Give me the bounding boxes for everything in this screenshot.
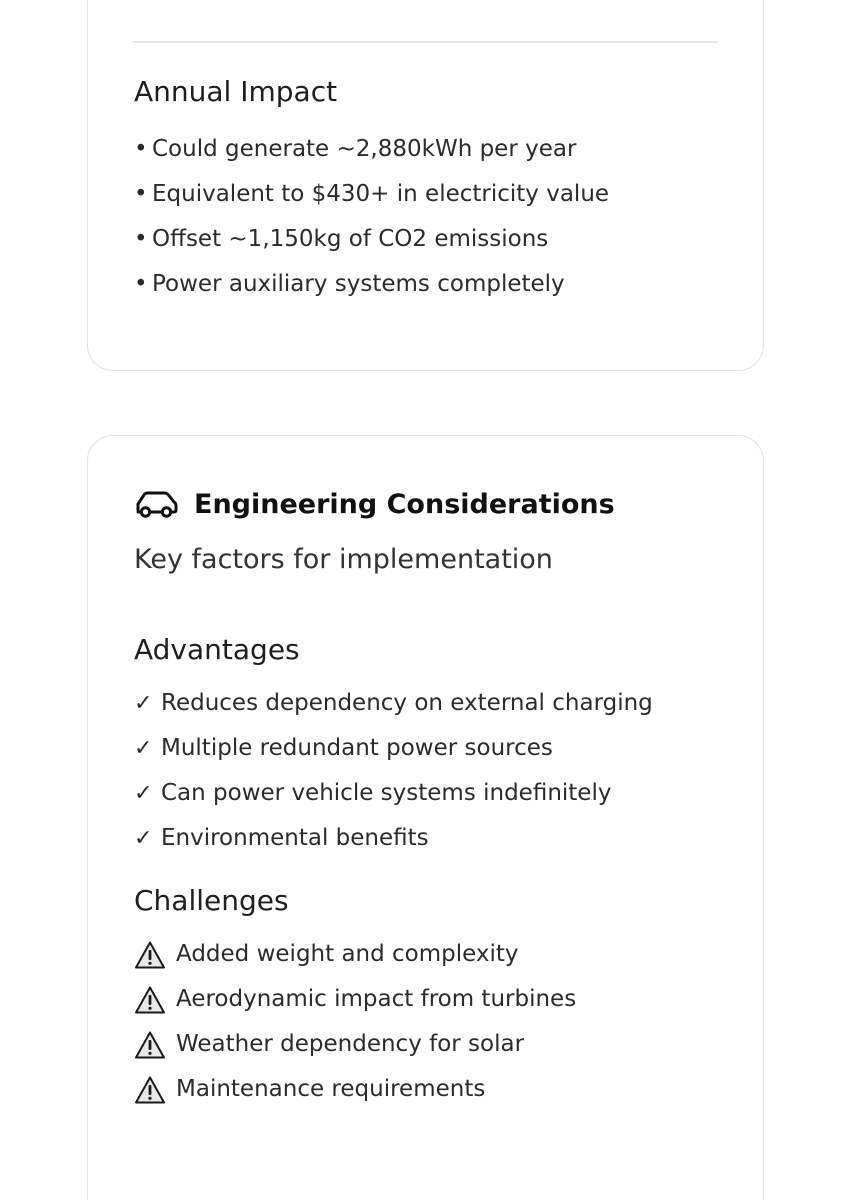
- check-mark-icon: ✓: [134, 826, 153, 851]
- list-item: [134, 172, 609, 217]
- bullet: •: [134, 136, 148, 162]
- list-item-text: Maintenance requirements: [176, 1076, 486, 1102]
- advantages-heading: Advantages: [134, 633, 300, 666]
- advantages-list: [134, 681, 653, 861]
- challenges-list: [134, 932, 576, 1112]
- list-item-text: Can power vehicle systems indefinitely: [161, 780, 612, 806]
- bullet: •: [134, 271, 148, 297]
- list-item: [134, 1022, 576, 1067]
- warning-icon: [134, 985, 166, 1015]
- list-item-text: Multiple redundant power sources: [161, 735, 553, 761]
- warning-icon: [134, 940, 166, 970]
- annual-impact-card: [87, 0, 764, 371]
- bullet: •: [134, 181, 148, 207]
- list-item: [134, 771, 653, 816]
- list-item-text: Environmental benefits: [161, 825, 429, 851]
- list-item: [134, 1067, 576, 1112]
- list-item-text: Added weight and complexity: [176, 941, 519, 967]
- list-item: [134, 262, 609, 307]
- list-item: [134, 977, 576, 1022]
- list-item: [134, 816, 653, 861]
- challenges-heading: Challenges: [134, 884, 289, 917]
- check-mark-icon: ✓: [134, 736, 153, 761]
- list-item: [134, 932, 576, 977]
- check-mark-icon: ✓: [134, 691, 153, 716]
- list-item-text: Could generate ~2,880kWh per year: [152, 136, 577, 162]
- list-item-text: Reduces dependency on external charging: [161, 690, 653, 716]
- list-item-text: Equivalent to $430+ in electricity value: [152, 181, 610, 207]
- list-item: [134, 726, 653, 771]
- list-item: [134, 127, 609, 172]
- car-icon: [134, 488, 178, 520]
- check-mark-icon: ✓: [134, 781, 153, 806]
- annual-impact-title: Annual Impact: [134, 75, 338, 108]
- list-item-text: Aerodynamic impact from turbines: [176, 986, 577, 1012]
- section-divider: [133, 41, 718, 43]
- list-item: [134, 217, 609, 262]
- list-item: [134, 681, 653, 726]
- engineering-considerations-card: [87, 435, 764, 1200]
- list-item-text: Offset ~1,150kg of CO2 emissions: [152, 226, 549, 252]
- card-subtitle: Key factors for implementation: [134, 544, 553, 575]
- warning-icon: [134, 1075, 166, 1105]
- list-item-text: Power auxiliary systems completely: [152, 271, 565, 297]
- annual-impact-list: [134, 127, 609, 307]
- warning-icon: [134, 1030, 166, 1060]
- card-header: [134, 488, 615, 520]
- list-item-text: Weather dependency for solar: [176, 1031, 525, 1057]
- bullet: •: [134, 226, 148, 252]
- card-title: Engineering Considerations: [194, 488, 615, 520]
